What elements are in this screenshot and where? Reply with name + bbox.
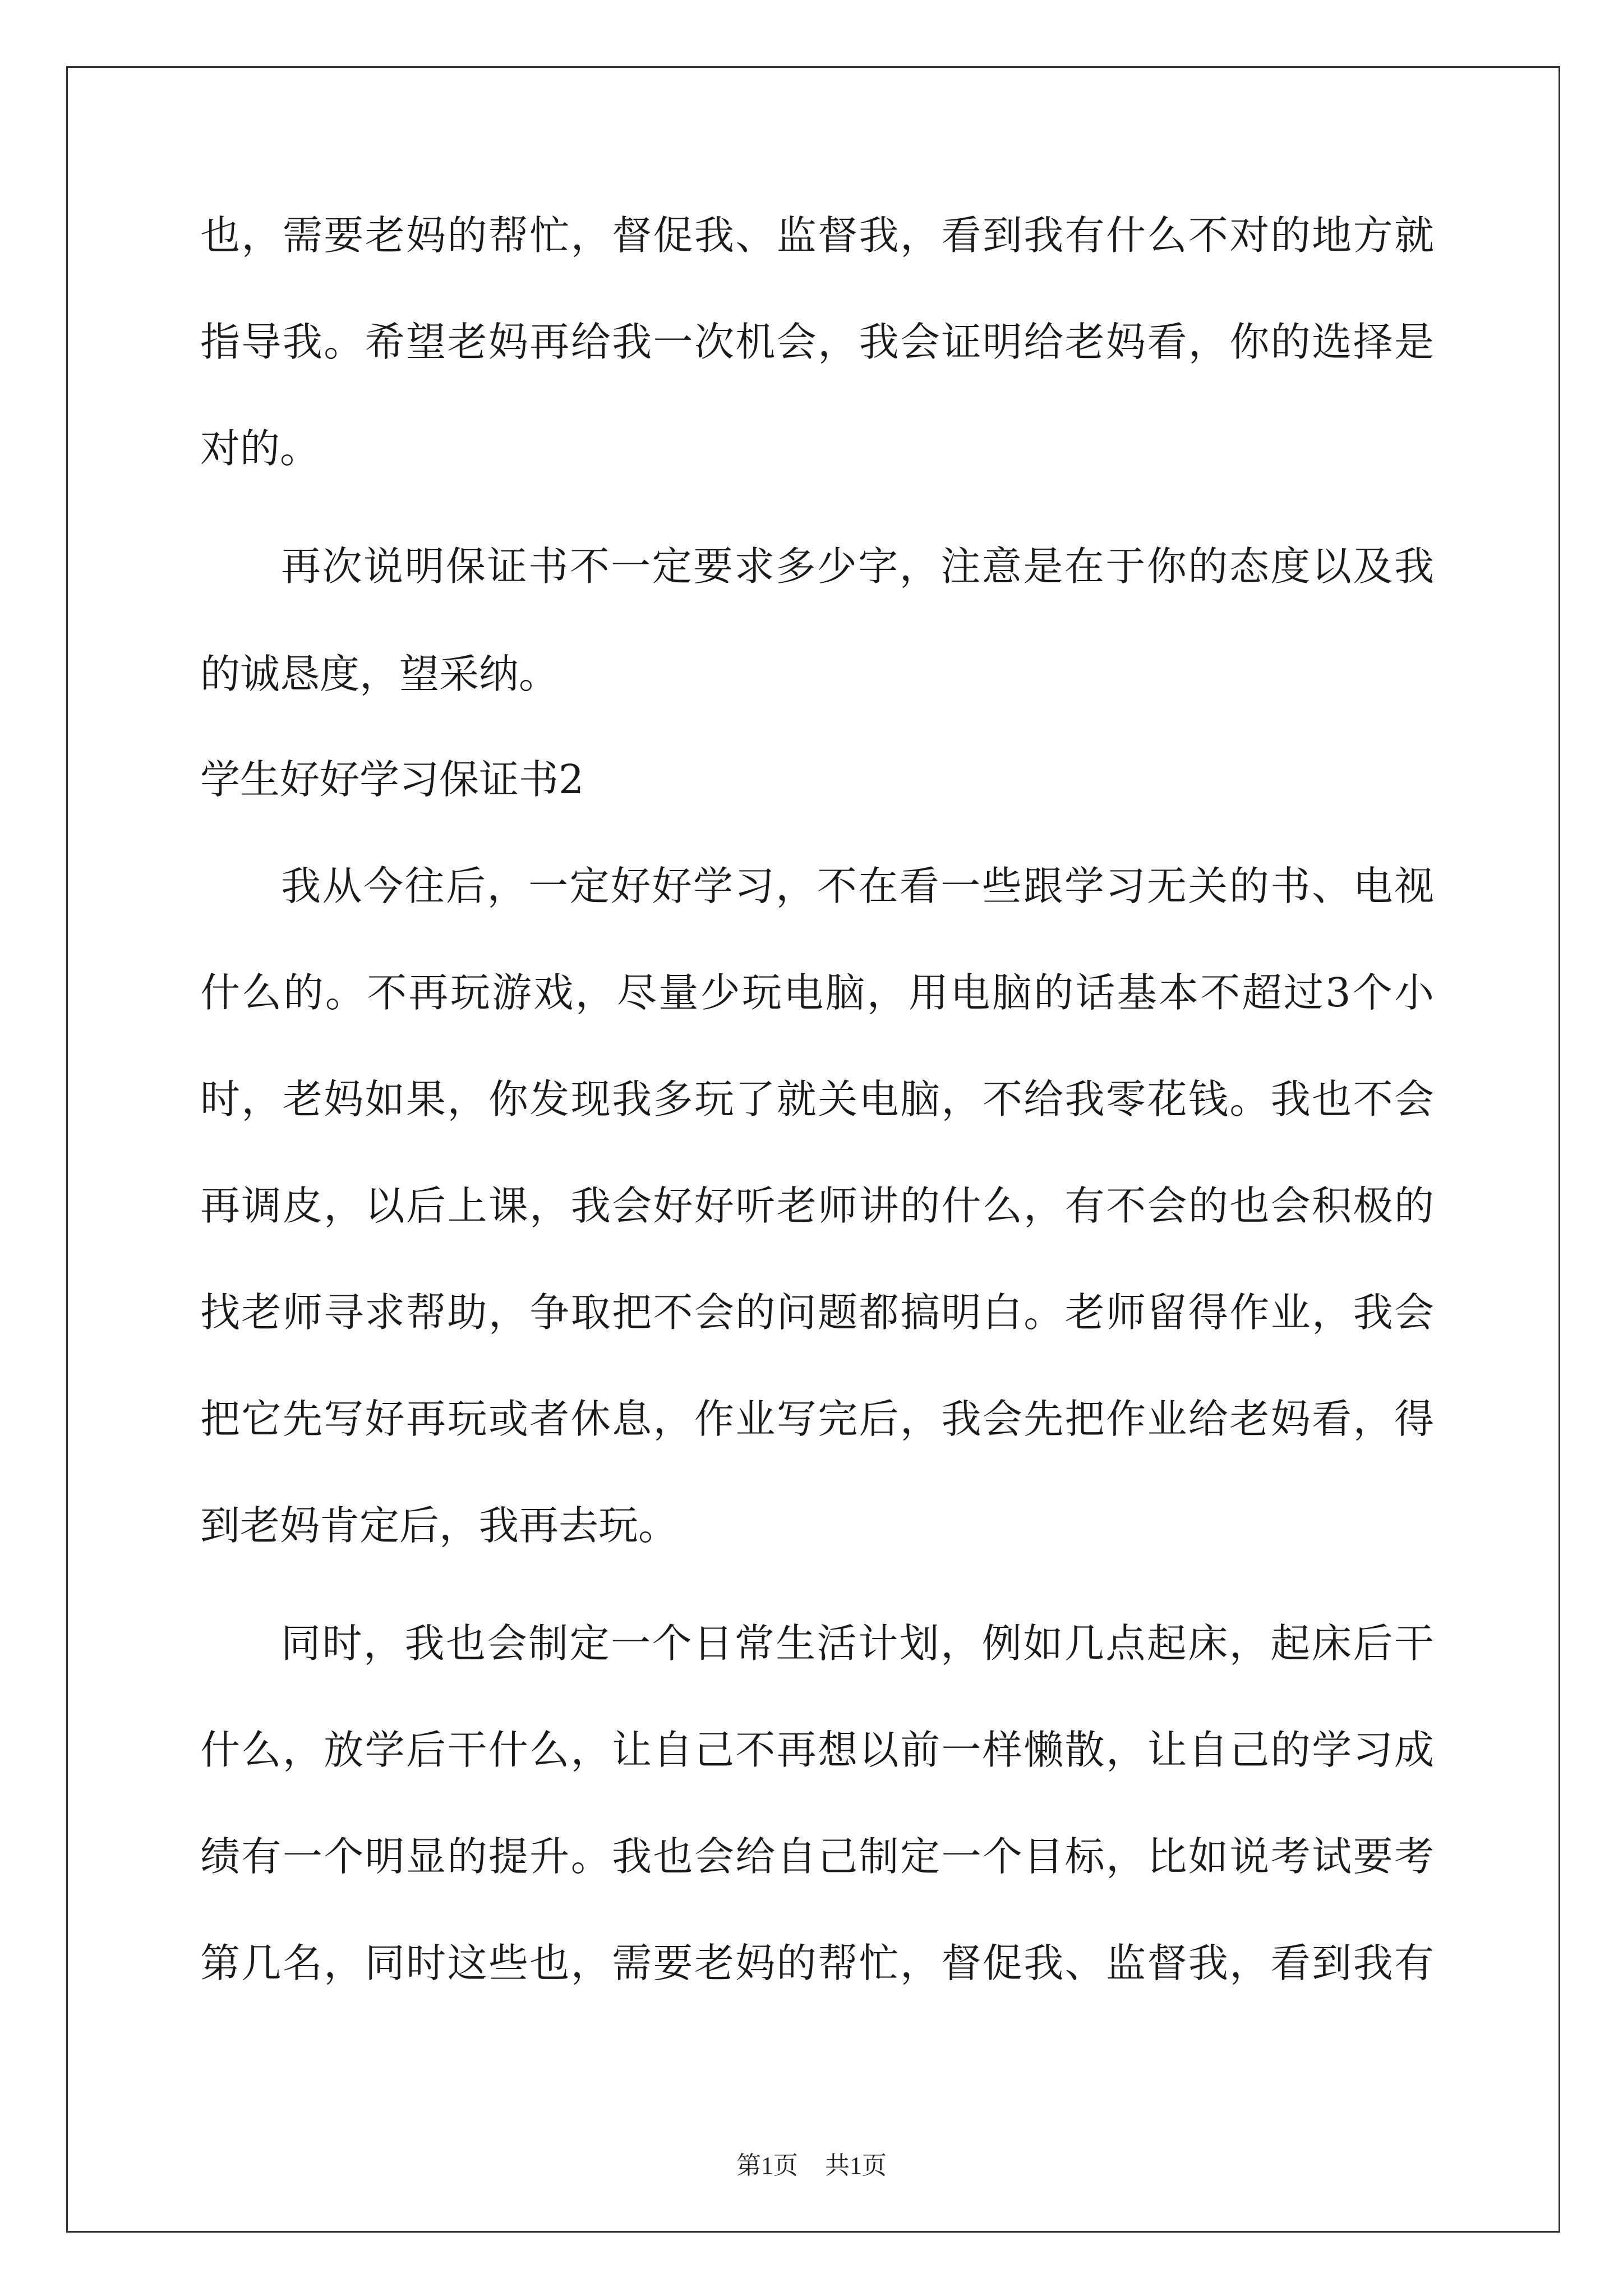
section-heading: 学生好好学习保证书2 <box>200 756 584 803</box>
text-line: 我从今往后，一定好好学习，不在看一些跟学习无关的书、电视 <box>281 863 1434 909</box>
text-line: 时，老妈如果，你发现我多玩了就关电脑，不给我零花钱。我也不会 <box>200 1076 1434 1122</box>
text-line: 指导我。希望老妈再给我一次机会，我会证明给老妈看，你的选择是 <box>200 319 1434 365</box>
page-border <box>66 66 1560 2233</box>
text-line: 到老妈肯定后，我再去玩。 <box>200 1502 679 1549</box>
text-line: 再调皮，以后上课，我会好好听老师讲的什么，有不会的也会积极的 <box>200 1182 1434 1229</box>
text-line: 同时，我也会制定一个日常生活计划，例如几点起床，起床后干 <box>281 1620 1434 1667</box>
text-line: 的诚恳度，望采纳。 <box>200 651 559 697</box>
text-line: 找老师寻求帮助，争取把不会的问题都搞明白。老师留得作业，我会 <box>200 1289 1434 1336</box>
text-line: 什么，放学后干什么，让自己不再想以前一样懒散，让自己的学习成 <box>200 1727 1434 1773</box>
text-line: 绩有一个明显的提升。我也会给自己制定一个目标，比如说考试要考 <box>200 1833 1434 1880</box>
page-footer <box>0 2152 1623 2180</box>
page-total: 共1页 <box>825 2152 887 2179</box>
page-number: 第1页 <box>736 2152 798 2179</box>
text-line: 把它先写好再玩或者休息，作业写完后，我会先把作业给老妈看，得 <box>200 1396 1434 1442</box>
text-line: 对的。 <box>200 425 320 472</box>
text-line: 再次说明保证书不一定要求多少字，注意是在于你的态度以及我 <box>281 543 1434 590</box>
text-line: 也，需要老妈的帮忙，督促我、监督我，看到我有什么不对的地方就 <box>200 212 1434 259</box>
text-line: 什么的。不再玩游戏，尽量少玩电脑，用电脑的话基本不超过3个小 <box>200 969 1434 1016</box>
text-line: 第几名，同时这些也，需要老妈的帮忙，督促我、监督我，看到我有 <box>200 1940 1434 1986</box>
